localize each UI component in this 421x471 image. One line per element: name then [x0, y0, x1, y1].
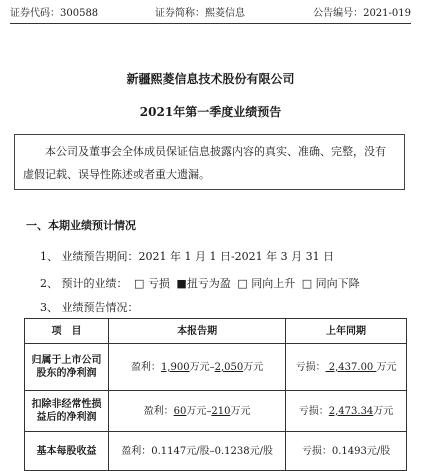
header-prior-period: 上年同期	[286, 319, 407, 344]
table-header-row	[25, 319, 407, 344]
table-row	[25, 432, 407, 471]
prior-period-value	[286, 344, 407, 391]
option-decrease	[302, 277, 360, 290]
row-label-line: 归属于上市公司	[31, 355, 102, 366]
prior-period-value	[286, 391, 407, 432]
option-label: 同向下降	[315, 277, 360, 290]
value-prefix: 盈利：	[143, 405, 174, 417]
stock-name: 证券简称：熙菱信息	[155, 8, 245, 19]
prior-period-value: 亏损：0.1493元/股	[286, 432, 407, 471]
disclaimer-box	[14, 134, 405, 190]
value-sep: 万元–	[189, 361, 215, 373]
forecast-type-label: 2、 预计的业绩：	[40, 277, 128, 290]
row-label-line: 股东的净利润	[36, 368, 97, 379]
value-low: 1,900	[160, 361, 190, 373]
current-period-value: 盈利：0.1147元/股–0.1238元/股	[109, 432, 286, 471]
value-prefix: 亏损：	[298, 405, 329, 417]
value-sep: 万元–	[186, 405, 212, 417]
forecast-details-label: 3、 业绩预告情况：	[40, 301, 139, 314]
forecast-period: 1、 业绩预告期间：2021 年 1 月 1 日-2021 年 3 月 31 日	[40, 250, 335, 263]
value-high: 210	[211, 405, 231, 417]
value-amount: 2,473.34	[328, 405, 374, 417]
disclaimer-line-1: 本公司及董事会全体成员保证信息披露内容的真实、准确、完整，没有	[45, 145, 386, 158]
value-high: 2,050	[214, 361, 244, 373]
row-label-line: 益后的净利润	[36, 412, 97, 423]
current-period-value	[109, 391, 286, 432]
announcement-header	[10, 7, 411, 21]
forecast-type-line	[40, 275, 360, 291]
value-low: 60	[173, 405, 187, 417]
header-divider	[10, 23, 411, 24]
option-label: 亏损	[147, 277, 170, 290]
option-label: 扭亏为盈	[186, 277, 231, 290]
disclaimer-line-2: 虚假记载、误导性陈述或者重大遗漏。	[23, 168, 210, 181]
checkbox-checked-icon: ■	[176, 277, 187, 290]
value-suffix: 万元	[373, 405, 394, 417]
report-title: 2021年第一季度业绩预告	[139, 105, 282, 119]
checkbox-unchecked-icon: □	[301, 277, 313, 290]
stock-code: 证券代码：300588	[10, 8, 99, 19]
checkbox-unchecked-icon: □	[237, 277, 248, 290]
row-label	[25, 344, 109, 391]
row-label	[25, 391, 109, 432]
value-amount: 2,437.00	[325, 361, 377, 373]
option-label: 同向上升	[251, 277, 296, 290]
forecast-table	[24, 318, 407, 471]
header-item: 项 目	[25, 319, 109, 344]
table-row	[25, 344, 407, 391]
value-prefix: 亏损：	[295, 361, 326, 373]
section-heading: 一、本期业绩预计情况	[26, 219, 136, 232]
value-suffix: 万元	[230, 405, 251, 417]
option-loss	[134, 277, 170, 290]
current-period-value	[109, 344, 286, 391]
option-increase	[237, 277, 295, 290]
company-name: 新疆熙菱信息技术股份有限公司	[126, 72, 295, 86]
row-label: 基本每股收益	[25, 432, 109, 471]
value-prefix: 盈利：	[130, 361, 161, 373]
header-current-period: 本报告期	[109, 319, 286, 344]
table-row	[25, 391, 407, 432]
value-suffix: 万元	[243, 361, 264, 373]
value-suffix: 万元	[376, 361, 397, 373]
option-turnaround	[176, 277, 230, 290]
announcement-number: 公告编号：2021-019	[313, 8, 411, 19]
checkbox-unchecked-icon: □	[134, 277, 145, 290]
row-label-line: 扣除非经常性损	[31, 399, 102, 410]
